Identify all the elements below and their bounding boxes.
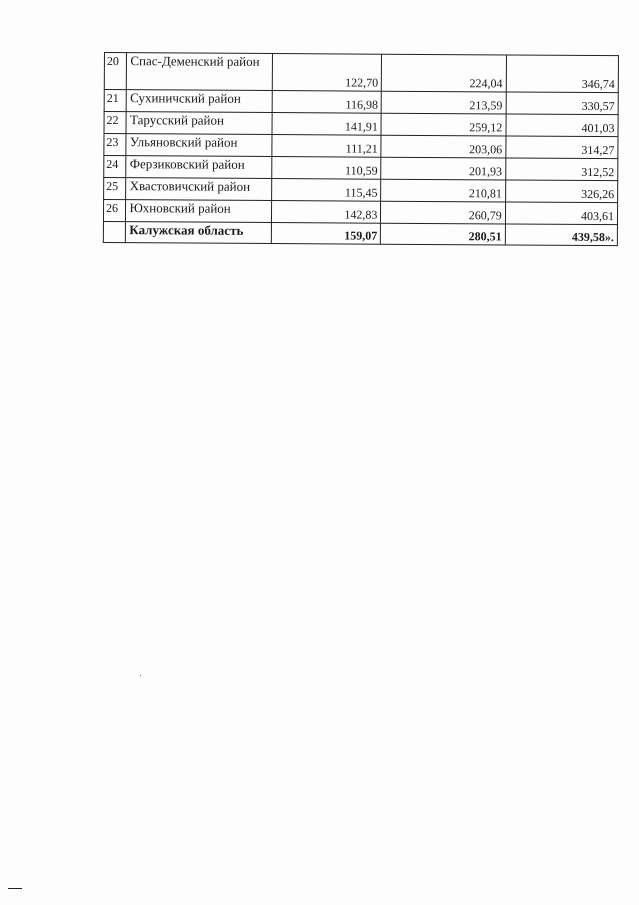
district-values-table (103, 52, 619, 246)
value-col-2: 224,04 (382, 54, 507, 92)
row-number: 23 (104, 134, 127, 156)
total-value-col-2: 280,51 (381, 223, 506, 245)
row-number: 26 (103, 200, 126, 222)
district-name: Ферзиковский район (126, 156, 272, 179)
value-col-3: 326,26 (505, 180, 617, 203)
value-col-3: 403,61 (505, 202, 617, 225)
scan-speck (140, 675, 141, 676)
district-name: Спас-Деменский район (127, 53, 273, 91)
value-col-1: 142,83 (272, 201, 381, 224)
value-col-3: 401,03 (506, 114, 618, 137)
table-row (104, 53, 618, 93)
value-col-3: 312,52 (505, 158, 617, 181)
total-row (103, 221, 617, 245)
row-number: 21 (104, 90, 127, 112)
district-name: Хвастовичский район (126, 178, 272, 201)
value-col-2: 213,59 (381, 91, 506, 114)
row-number: 20 (104, 53, 127, 90)
value-col-1: 122,70 (273, 54, 382, 92)
total-value-col-3: 439,58». (505, 224, 617, 246)
row-number: 25 (104, 178, 127, 200)
value-col-2: 210,81 (381, 179, 506, 202)
value-col-1: 115,45 (272, 179, 381, 202)
value-col-2: 260,79 (381, 201, 506, 224)
district-name: Сухиничский район (127, 90, 273, 113)
value-col-1: 111,21 (272, 135, 381, 158)
table-row (103, 200, 617, 225)
value-col-1: 116,98 (272, 91, 381, 114)
row-number: 24 (104, 156, 127, 178)
total-value-col-1: 159,07 (272, 223, 381, 245)
value-col-2: 201,93 (381, 157, 506, 180)
table-row (104, 178, 618, 203)
value-col-2: 203,06 (381, 135, 506, 158)
table-row (104, 112, 618, 137)
value-col-3: 330,57 (506, 92, 618, 115)
row-number: 22 (104, 112, 127, 134)
region-name: Калужская область (126, 222, 272, 244)
value-col-3: 314,27 (506, 136, 618, 159)
value-col-1: 110,59 (272, 157, 381, 180)
scan-edge-mark (8, 888, 22, 889)
district-name: Юхновский район (126, 200, 272, 223)
value-col-3: 346,74 (506, 55, 618, 93)
district-name: Тарусский район (126, 112, 272, 135)
table-row (104, 90, 618, 115)
table-row (104, 156, 618, 181)
district-name: Ульяновский район (126, 134, 272, 157)
value-col-2: 259,12 (381, 113, 506, 136)
table-row (104, 134, 618, 159)
row-number (103, 221, 126, 242)
value-col-1: 141,91 (272, 113, 381, 136)
